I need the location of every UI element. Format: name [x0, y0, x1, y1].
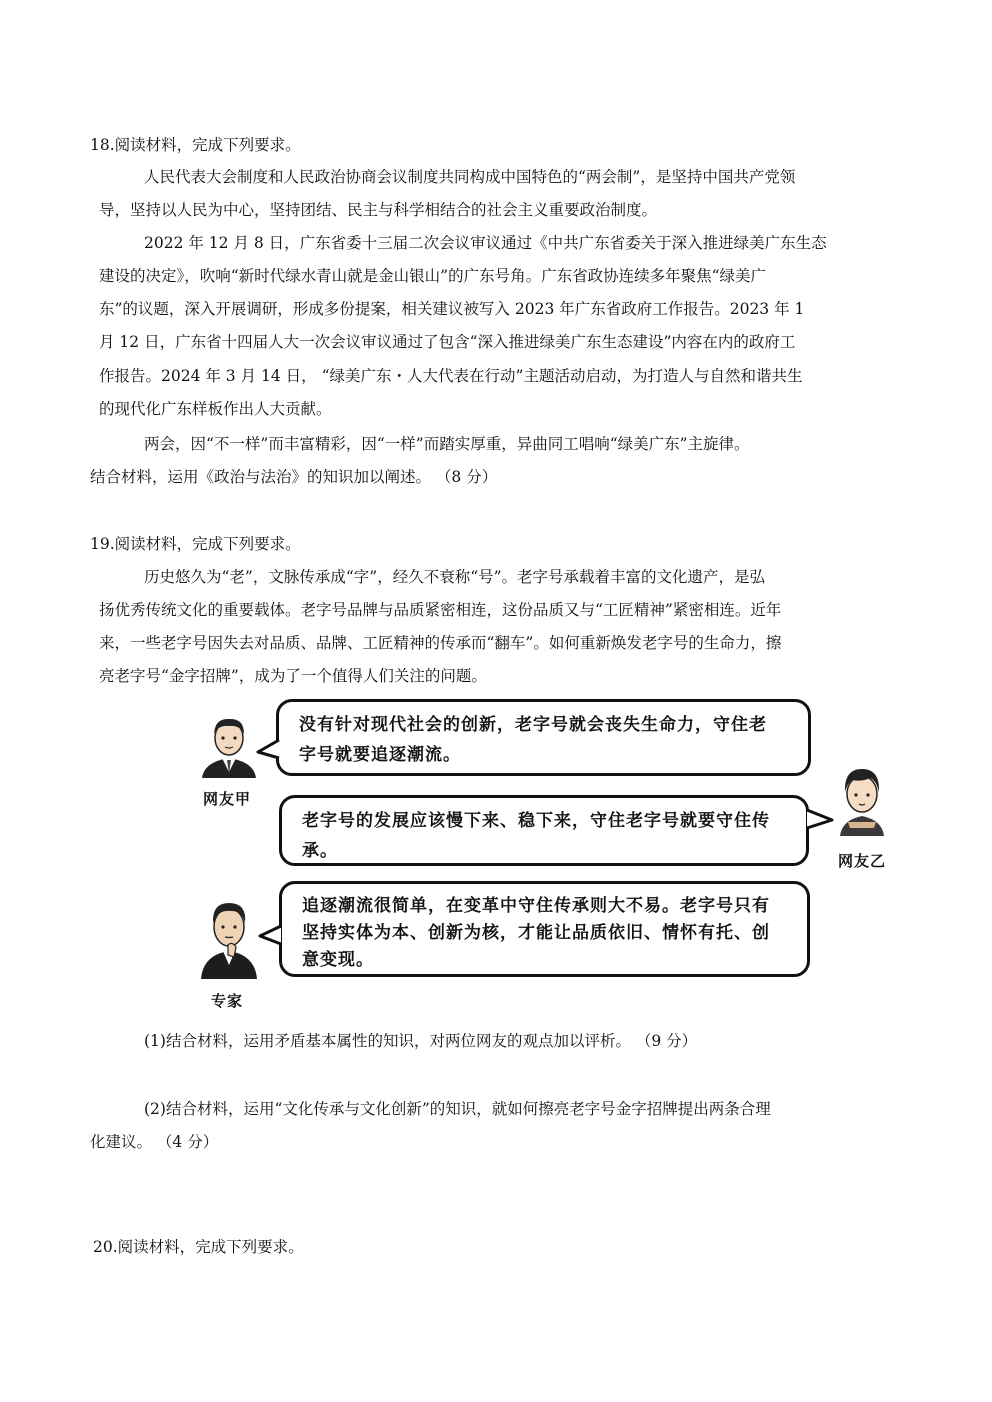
q20-title: 20.阅读材料，完成下列要求。: [93, 1238, 304, 1256]
bubble-a-tail: [256, 738, 280, 762]
bubble-b-line1: 老字号的发展应该慢下来、稳下来，守住老字号就要守住传: [302, 811, 770, 831]
q18-p2-line5: 作报告。2024 年 3 月 14 日， “绿美广东・人大代表在行动”主题活动启动，为打造人与自然和谐共生: [99, 367, 803, 385]
q19-title: 19.阅读材料，完成下列要求。: [90, 535, 301, 553]
bubble-b-line2: 承。: [302, 841, 338, 861]
netizen-a-label: 网友甲: [203, 790, 252, 808]
speech-bubble-b: [279, 795, 809, 866]
q19-task2-line2: 化建议。 （4 分）: [90, 1133, 219, 1151]
netizen-b-label: 网友乙: [838, 852, 887, 870]
bubble-b-tail: [806, 808, 834, 832]
q19-p1-line1: 历史悠久为“老”，文脉传承成“字”，经久不衰称“号”。老字号承载着丰富的文化遗产，是弘: [144, 568, 766, 586]
q18-p1-line2: 导，坚持以人民为中心，坚持团结、民主与科学相结合的社会主义重要政治制度。: [99, 201, 658, 219]
netizen-a-avatar: [198, 712, 260, 778]
q18-p2-line4: 月 12 日，广东省十四届人大一次会议审议通过了包含“深入推进绿美广东生态建设”内容在内的政府工: [99, 333, 796, 351]
bubble-c-line1: 追逐潮流很简单，在变革中守住传承则大不易。老字号只有: [302, 896, 770, 916]
q18-task: 结合材料，运用《政治与法治》的知识加以阐述。 （8 分）: [90, 468, 498, 486]
bubble-a-line1: 没有针对现代社会的创新，老字号就会丧失生命力，守住老: [299, 715, 767, 735]
q18-title: 18.阅读材料，完成下列要求。: [90, 136, 301, 154]
q19-task2-line1: (2)结合材料，运用“文化传承与文化创新”的知识，就如何擦亮老字号金字招牌提出两条合理: [144, 1100, 771, 1118]
bubble-c-tail: [258, 924, 282, 948]
q18-p2-line1: 2022 年 12 月 8 日，广东省委十三届二次会议审议通过《中共广东省委关于深入推进绿美广东生态: [144, 234, 827, 252]
q18-p3: 两会，因“不一样”而丰富精彩，因“一样”而踏实厚重，异曲同工唱响“绿美广东”主旋律。: [144, 435, 750, 453]
q19-task1: (1)结合材料，运用矛盾基本属性的知识，对两位网友的观点加以评析。 （9 分）: [144, 1032, 698, 1050]
q18-p2-line2: 建设的决定》，吹响“新时代绿水青山就是金山银山”的广东号角。广东省政协连续多年聚焦“绿美广: [99, 267, 767, 285]
expert-avatar: [198, 895, 260, 979]
bubble-a-line2: 字号就要追逐潮流。: [299, 745, 461, 765]
expert-label: 专家: [211, 992, 244, 1010]
speech-bubble-a: [276, 699, 811, 776]
q19-p1-line2: 扬优秀传统文化的重要载体。老字号品牌与品质紧密相连，这份品质又与“工匠精神”紧密相连。近年: [99, 601, 782, 619]
netizen-b-avatar: [834, 764, 890, 836]
speech-bubble-c: [279, 881, 810, 977]
bubble-c-line3: 意变现。: [302, 950, 374, 970]
bubble-c-line2: 坚持实体为本、创新为核，才能让品质依旧、情怀有托、创: [302, 923, 770, 943]
q18-p1-line1: 人民代表大会制度和人民政治协商会议制度共同构成中国特色的“两会制”，是坚持中国共产党领: [144, 168, 796, 186]
q19-p1-line4: 亮老字号“金字招牌”，成为了一个值得人们关注的问题。: [99, 667, 487, 685]
q18-p2-line3: 东”的议题，深入开展调研，形成多份提案，相关建议被写入 2023 年广东省政府工作报告。2023 年 1: [99, 300, 805, 318]
q19-p1-line3: 来，一些老字号因失去对品质、品牌、工匠精神的传承而“翻车”。如何重新焕发老字号的生命力，擦: [99, 634, 782, 652]
q18-p2-line6: 的现代化广东样板作出人大贡献。: [99, 400, 332, 418]
